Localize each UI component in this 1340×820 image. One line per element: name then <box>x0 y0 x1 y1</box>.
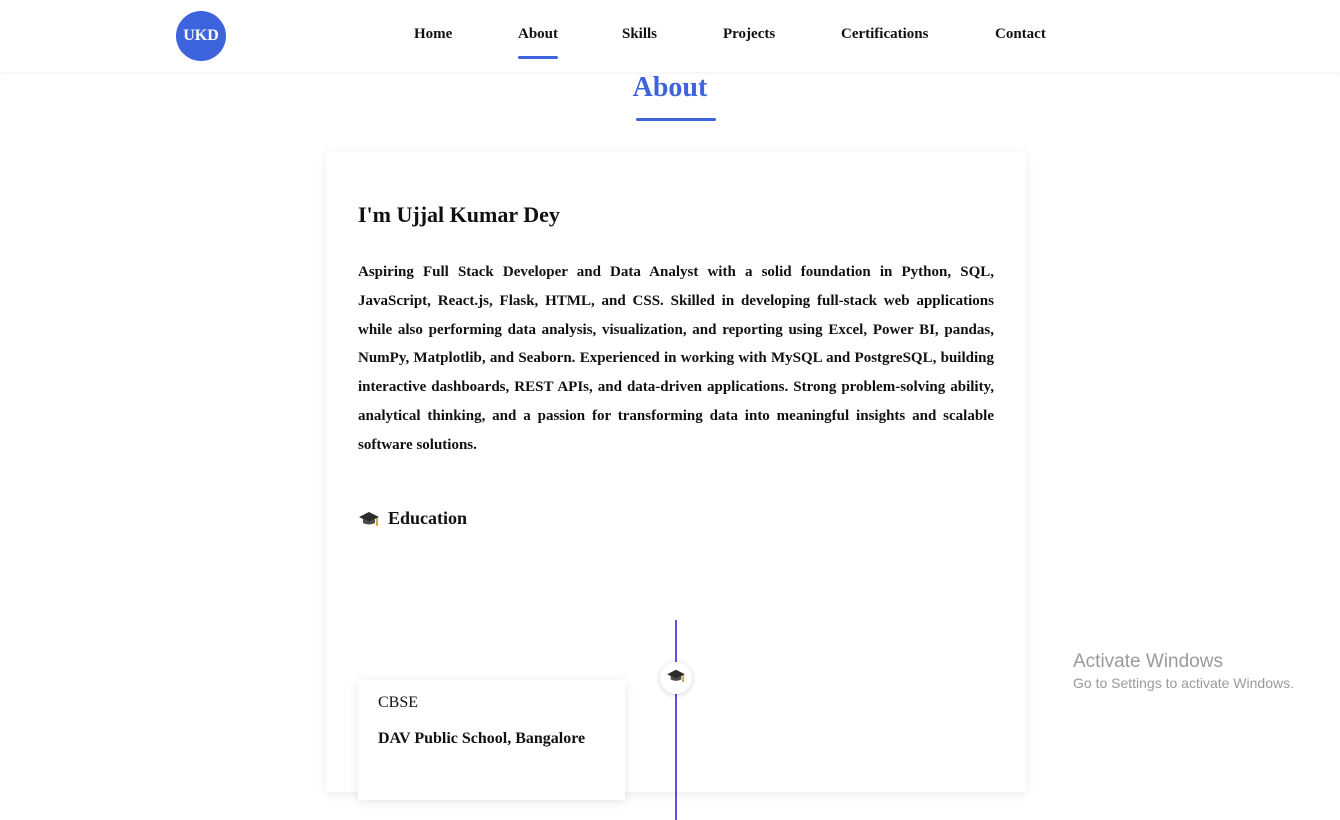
nav-link-skills[interactable]: Skills <box>622 26 658 42</box>
education-school: DAV Public School, Bangalore <box>378 730 586 747</box>
nav-link-home[interactable]: Home <box>414 26 453 42</box>
graduation-cap-icon <box>666 668 686 689</box>
nav-link-contact[interactable]: Contact <box>995 26 1046 42</box>
nav-link-projects[interactable]: Projects <box>723 26 776 42</box>
education-board: CBSE <box>378 694 419 711</box>
nav-links <box>0 0 1340 72</box>
education-heading-label: Education <box>388 508 468 528</box>
watermark-subtitle: Go to Settings to activate Windows. <box>1073 675 1294 691</box>
education-item <box>358 680 625 800</box>
intro-summary: Aspiring Full Stack Developer and Data Analyst with a solid foundation in Python, SQL, JavaScript, React.js, Flask, HTML, and CSS. Skilled in developing full-stack web applications while also performing data analysis, visualization, and reporting using Excel, Power BI, pandas, NumPy, Matplotlib, and Seaborn. Experienced in working with MySQL and PostgreSQL, building interactive dashboards, REST APIs, and data-driven applications. Strong problem-solving ability, analytical thinking, and a passion for transforming data into meaningful insights and scalable software solutions. <box>358 264 994 453</box>
windows-activation-watermark <box>1073 651 1294 691</box>
graduation-cap-icon <box>358 510 380 528</box>
about-card <box>326 152 1026 792</box>
logo[interactable]: UKD <box>176 11 226 61</box>
nav-link-about[interactable]: About <box>518 26 559 42</box>
watermark-title: Activate Windows <box>1073 651 1223 672</box>
education-heading <box>358 508 467 529</box>
title-underline <box>636 118 716 121</box>
timeline-line <box>675 620 677 820</box>
timeline-dot <box>660 662 692 694</box>
nav-link-certifications[interactable]: Certifications <box>841 26 929 42</box>
section-title: About <box>632 72 708 103</box>
navbar <box>0 0 1340 72</box>
intro-heading: I'm Ujjal Kumar Dey <box>358 202 560 227</box>
